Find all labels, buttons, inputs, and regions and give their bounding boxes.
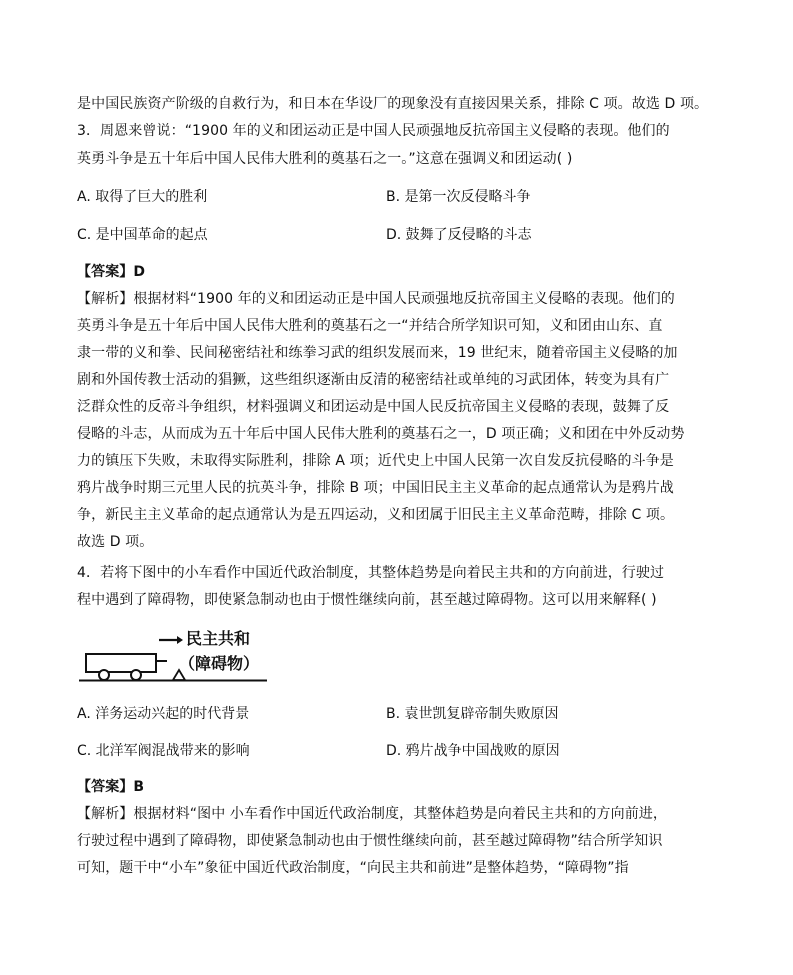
q3-analysis-line: 隶一带的义和拳、民间秘密结社和练拳习武的组织发展而来，19 世纪末，随着帝国主义侵略的加 — [77, 345, 678, 361]
cart-body — [86, 654, 156, 672]
q3-analysis-line: 故选 D 项。 — [77, 534, 154, 550]
q4-option-c: C. 北洋军阀混战带来的影响 — [77, 743, 250, 759]
q3-analysis-line: 【解析】根据材料“1900 年的义和团运动正是中国人民顽强地反抗帝国主义侵略的表现。他们的 — [77, 291, 675, 307]
q4-stem-line-2: 程中遇到了障碍物，即使紧急制动也由于惯性继续向前，甚至越过障碍物。这可以用来解释( ) — [77, 592, 657, 608]
q3-analysis-line: 力的镇压下失败，未取得实际胜利，排除 A 项；近代史上中国人民第一次自发反抗侵略的斗争是 — [77, 453, 674, 469]
q4-analysis-line: 可知，题干中“小车”象征中国近代政治制度，“向民主共和前进”是整体趋势，“障碍物”指 — [77, 860, 629, 876]
cart-wheel-icon — [99, 670, 109, 680]
q4-stem-line-1: 4．若将下图中的小车看作中国近代政治制度，其整体趋势是向着民主共和的方向前进，行驶过 — [77, 565, 665, 581]
q3-analysis-line: 侵略的斗志，从而成为五十年后中国人民伟大胜利的奠基石之一，D 项正确；义和团在中外反动势 — [77, 426, 685, 442]
q3-option-b: B. 是第一次反侵略斗争 — [386, 189, 531, 205]
q3-option-a: A. 取得了巨大的胜利 — [77, 189, 208, 205]
q3-analysis-line: 争，新民主主义革命的起点通常认为是五四运动，义和团属于旧民主主义革命范畴，排除 C 项。 — [77, 507, 675, 523]
q3-option-c: C. 是中国革命的起点 — [77, 227, 208, 243]
q4-analysis-line: 【解析】根据材料“图中 小车看作中国近代政治制度，其整体趋势是向着民主共和的方向前进， — [77, 806, 668, 822]
q4-option-d: D. 鸦片战争中国战败的原因 — [386, 743, 560, 759]
cart-obstacle-figure — [79, 628, 269, 688]
q4-analysis-line: 行驶过程中遇到了障碍物，即使紧急制动也由于惯性继续向前，甚至越过障碍物”结合所学知识 — [77, 833, 663, 849]
q4-option-b: B. 袁世凯复辟帝制失败原因 — [386, 706, 559, 722]
q3-analysis-line: 英勇斗争是五十年后中国人民伟大胜利的奠基石之一“并结合所学知识可知，义和团由山东、直 — [77, 318, 663, 334]
q3-analysis-line: 剧和外国传教士活动的猖獗，这些组织逐渐由反清的秘密结社或单纯的习武团体，转变为具有广 — [77, 372, 670, 388]
q3-stem-line-1: 3．周恩来曾说：“1900 年的义和团运动正是中国人民顽强地反抗帝国主义侵略的表现。他们的 — [77, 123, 670, 139]
prev-analysis-tail: 是中国民族资产阶级的自救行为，和日本在华设厂的现象没有直接因果关系，排除 C 项。故选 D 项。 — [77, 96, 709, 112]
arrow-head-icon — [177, 636, 183, 644]
q3-option-d: D. 鼓舞了反侵略的斗志 — [386, 227, 532, 243]
democracy-label: 民主共和 — [186, 629, 251, 648]
q4-option-a: A. 洋务运动兴起的时代背景 — [77, 706, 250, 722]
obstacle-label: （障碍物） — [179, 654, 260, 673]
q3-stem-line-2: 英勇斗争是五十年后中国人民伟大胜利的奠基石之一。”这意在强调义和团运动( ) — [77, 151, 573, 167]
q3-analysis-line: 泛群众性的反帝斗争组织，材料强调义和团运动是中国人民反抗帝国主义侵略的表现，鼓舞了反 — [77, 399, 670, 415]
q4-answer: 【答案】B — [77, 779, 145, 795]
q3-analysis-line: 鸦片战争时期三元里人民的抗英斗争，排除 B 项；中国旧民主主义革命的起点通常认为是鸦片战 — [77, 480, 674, 496]
q3-answer: 【答案】D — [77, 264, 146, 280]
cart-wheel-icon — [131, 670, 141, 680]
